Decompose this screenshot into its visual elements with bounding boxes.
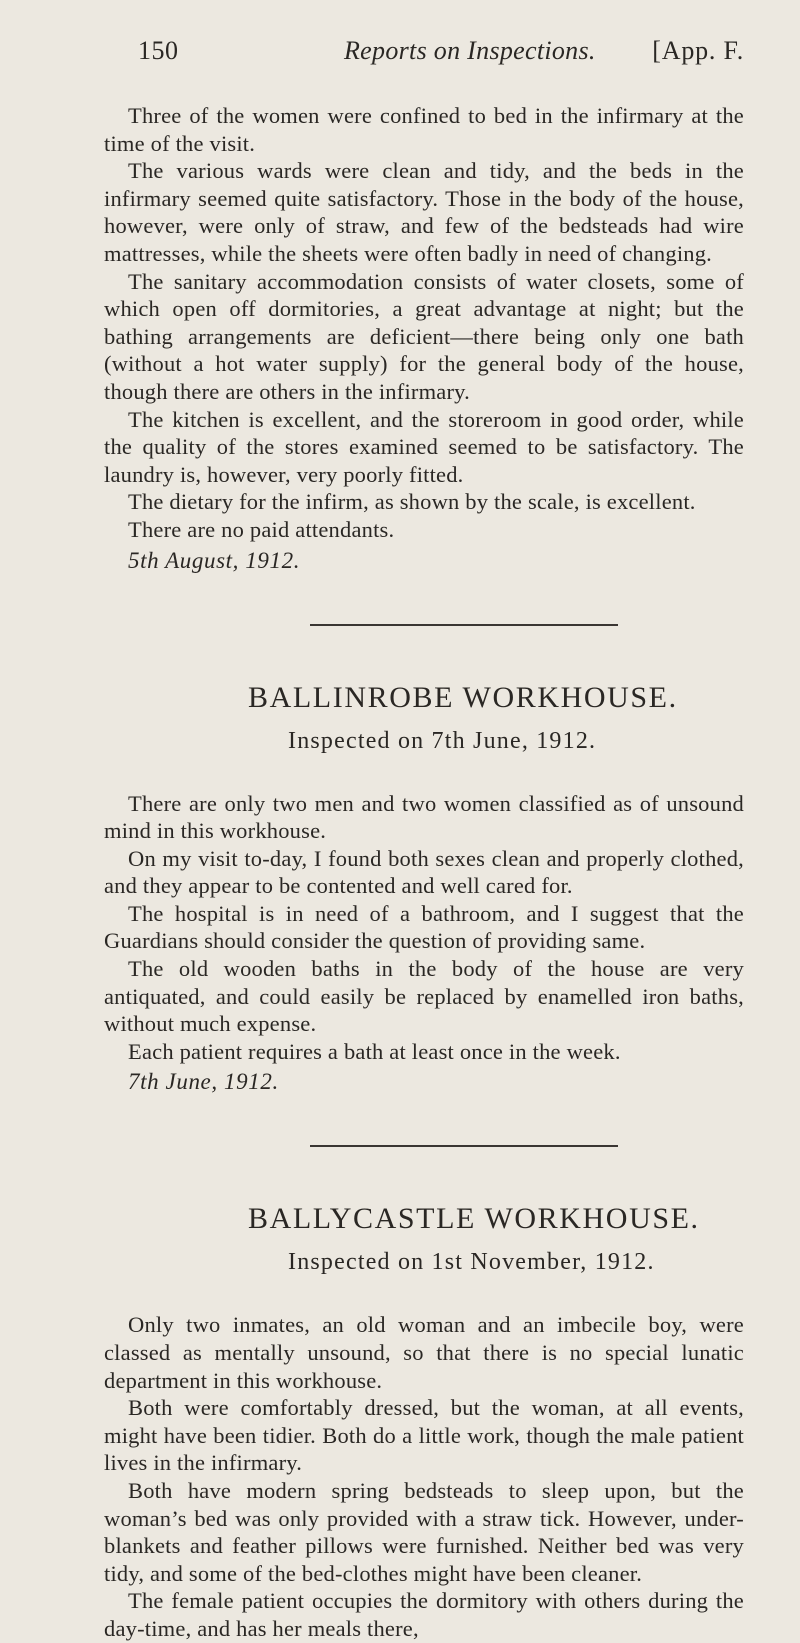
section-title-ballinrobe: BALLINROBE WORKHOUSE. <box>248 680 678 714</box>
paragraph: Both were comfortably dressed, but the woman, at all events, might have been tidier. Both do a little work, though the male patient lives in the infirmary. <box>104 1395 744 1476</box>
inspection-date-ballycastle: Inspected on 1st November, 1912. <box>288 1249 655 1276</box>
paragraph: Each patient requires a bath at least once in the week. <box>128 1038 621 1064</box>
paragraph: Both have modern spring bedsteads to sleep upon, but the woman’s bed was only provided with a straw tick. However, under-blankets and feather pillows were furnished. Neither bed was very tidy, and some of the bed-clothes might have been cleaner. <box>104 1478 744 1586</box>
ballinrobe-report <box>104 790 744 1066</box>
paragraph: Three of the women were confined to bed in the infirmary at the time of the visit. <box>104 103 744 156</box>
paragraph: The dietary for the infirm, as shown by the scale, is excellent. <box>128 489 696 515</box>
paragraph: There are no paid attendants. <box>128 516 395 542</box>
paragraph: The sanitary accommodation consists of water closets, some of which open off dormitories, a great advantage at night; but the bathing arrangements are deficient—there being only one bath (without a hot water supply) for the general body of the house, though there are others in the infirmary. <box>104 268 744 404</box>
paragraph: The various wards were clean and tidy, and the beds in the infirmary seemed quite satisfactory. Those in the body of the house, however, were only of straw, and few of the bedsteads had wire mattresses, while the sheets were often badly in need of changing. <box>104 158 744 266</box>
section-divider <box>310 1145 618 1147</box>
paragraph: The hospital is in need of a bathroom, and I suggest that the Guardians should consider the question of providing same. <box>104 900 744 954</box>
running-head <box>104 34 744 68</box>
section-divider <box>310 624 618 626</box>
report-date: 5th August, 1912. <box>128 547 301 573</box>
paragraph: The old wooden baths in the body of the house are very antiquated, and could easily be replaced by enamelled iron baths, without much expense. <box>104 956 744 1037</box>
ballycastle-report <box>104 1311 744 1642</box>
page-number: 150 <box>138 36 179 65</box>
paragraph: The female patient occupies the dormitory with others during the day-time, and has her meals there, <box>104 1588 744 1641</box>
section-title-ballycastle: BALLYCASTLE WORKHOUSE. <box>248 1202 700 1236</box>
running-title: Reports on Inspections. <box>344 36 596 65</box>
paragraph: The kitchen is excellent, and the storeroom in good order, while the quality of the stores examined seemed to be satisfactory. The laundry is, however, very poorly fitted. <box>104 406 744 487</box>
paragraph: Only two inmates, an old woman and an imbecile boy, were classed as mentally unsound, so that there is no special lunatic department in this workhouse. <box>104 1312 744 1393</box>
appendix-label: [App. F. <box>652 36 744 65</box>
report-date: 7th June, 1912. <box>128 1069 279 1095</box>
inspection-date-ballinrobe: Inspected on 7th June, 1912. <box>288 727 597 754</box>
paragraph: On my visit to-day, I found both sexes clean and properly clothed, and they appear to be contented and well cared for. <box>104 845 744 899</box>
paragraph: There are only two men and two women classified as of unsound mind in this workhouse. <box>104 790 744 844</box>
previous-report <box>104 102 744 544</box>
